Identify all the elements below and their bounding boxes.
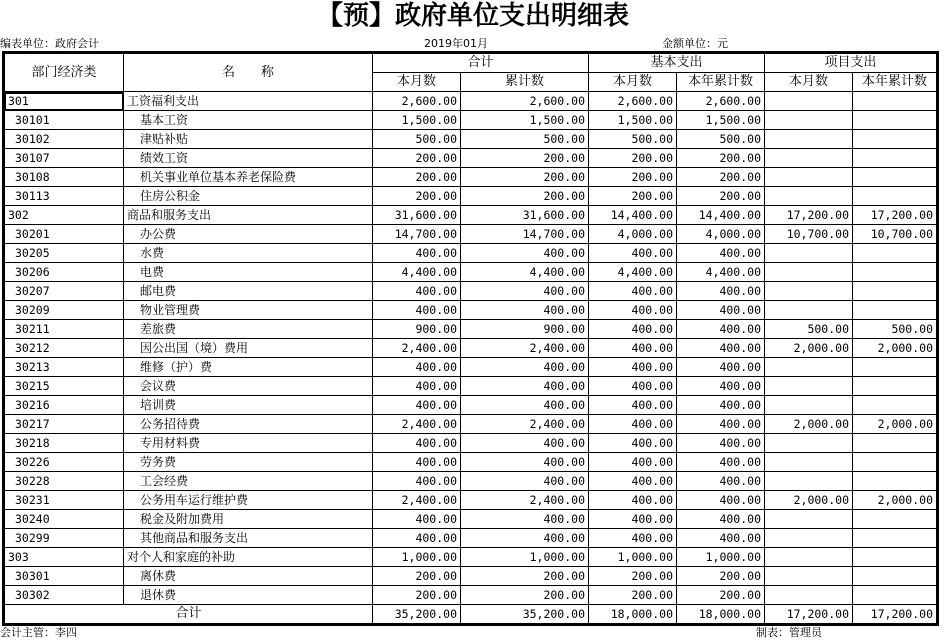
category-code-cell[interactable]: 30206	[4, 263, 124, 282]
table-row	[4, 168, 938, 187]
cell-project-year[interactable]	[853, 510, 938, 529]
item-name-cell[interactable]: 公务招待费	[124, 415, 373, 434]
cell-project-month[interactable]	[765, 244, 853, 263]
cell-basic-month[interactable]: 200.00	[589, 149, 677, 168]
cell-total-cumulative[interactable]: 1,500.00	[461, 111, 589, 130]
total-cell[interactable]: 18,000.00	[677, 605, 765, 625]
category-code-cell[interactable]: 30205	[4, 244, 124, 263]
cell-basic-year[interactable]: 200.00	[677, 168, 765, 187]
category-code-cell[interactable]: 302	[4, 206, 124, 225]
cell-basic-month[interactable]: 500.00	[589, 130, 677, 149]
cell-project-year[interactable]: 10,700.00	[853, 225, 938, 244]
cell-basic-year[interactable]: 400.00	[677, 358, 765, 377]
cell-basic-month[interactable]: 400.00	[589, 453, 677, 472]
table-row	[4, 396, 938, 415]
cell-basic-month[interactable]: 400.00	[589, 282, 677, 301]
table-row	[4, 92, 938, 111]
cell-basic-month[interactable]: 400.00	[589, 529, 677, 548]
category-code-cell[interactable]: 30226	[4, 453, 124, 472]
item-name-cell[interactable]: 其他商品和服务支出	[124, 529, 373, 548]
item-name-cell[interactable]: 税金及附加费用	[124, 510, 373, 529]
category-code-cell[interactable]: 30102	[4, 130, 124, 149]
cell-project-month[interactable]	[765, 453, 853, 472]
table-row	[4, 491, 938, 510]
cell-total-month[interactable]: 200.00	[373, 168, 461, 187]
item-name-cell[interactable]: 津贴补贴	[124, 130, 373, 149]
cell-basic-month[interactable]: 400.00	[589, 434, 677, 453]
cell-total-cumulative[interactable]: 400.00	[461, 529, 589, 548]
cell-basic-year[interactable]: 400.00	[677, 434, 765, 453]
cell-project-year[interactable]: 17,200.00	[853, 206, 938, 225]
cell-project-year[interactable]	[853, 586, 938, 605]
cell-total-cumulative[interactable]: 200.00	[461, 567, 589, 586]
category-code-cell[interactable]: 30113	[4, 187, 124, 206]
cell-total-month[interactable]: 4,400.00	[373, 263, 461, 282]
cell-total-cumulative[interactable]: 2,400.00	[461, 339, 589, 358]
cell-total-cumulative[interactable]: 200.00	[461, 187, 589, 206]
cell-basic-year[interactable]: 2,600.00	[677, 92, 765, 111]
category-code-cell[interactable]: 30213	[4, 358, 124, 377]
cell-total-month[interactable]: 500.00	[373, 130, 461, 149]
item-name-cell[interactable]: 工会经费	[124, 472, 373, 491]
cell-basic-year[interactable]: 400.00	[677, 491, 765, 510]
cell-basic-year[interactable]: 200.00	[677, 567, 765, 586]
table-row	[4, 453, 938, 472]
cell-total-month[interactable]: 400.00	[373, 244, 461, 263]
cell-basic-year[interactable]: 400.00	[677, 396, 765, 415]
cell-project-month[interactable]	[765, 529, 853, 548]
item-name-cell[interactable]: 住房公积金	[124, 187, 373, 206]
cell-project-month[interactable]: 10,700.00	[765, 225, 853, 244]
report-title: 【预】政府单位支出明细表	[316, 1, 629, 31]
cell-basic-month[interactable]: 14,400.00	[589, 206, 677, 225]
category-code-cell[interactable]: 30215	[4, 377, 124, 396]
cell-basic-year[interactable]: 4,000.00	[677, 225, 765, 244]
cell-total-month[interactable]: 1,000.00	[373, 548, 461, 567]
total-cell[interactable]: 35,200.00	[373, 605, 461, 625]
header-total-month: 本月数	[373, 73, 461, 92]
header-total: 合计	[373, 53, 589, 73]
header-category: 部门经济类	[4, 53, 124, 92]
total-cell[interactable]: 35,200.00	[461, 605, 589, 625]
header-basic: 基本支出	[589, 53, 765, 73]
cell-total-cumulative[interactable]: 2,600.00	[461, 92, 589, 111]
cell-project-month[interactable]: 2,000.00	[765, 339, 853, 358]
cell-basic-year[interactable]: 400.00	[677, 510, 765, 529]
cell-project-month[interactable]	[765, 187, 853, 206]
cell-total-cumulative[interactable]: 400.00	[461, 244, 589, 263]
cell-total-month[interactable]: 400.00	[373, 377, 461, 396]
cell-basic-year[interactable]: 4,400.00	[677, 263, 765, 282]
cell-basic-month[interactable]: 400.00	[589, 415, 677, 434]
cell-basic-month[interactable]: 400.00	[589, 301, 677, 320]
item-name-cell[interactable]: 离休费	[124, 567, 373, 586]
cell-basic-year[interactable]: 500.00	[677, 130, 765, 149]
cell-project-month[interactable]	[765, 377, 853, 396]
cell-basic-year[interactable]: 400.00	[677, 320, 765, 339]
item-name-cell[interactable]: 绩效工资	[124, 149, 373, 168]
cell-total-cumulative[interactable]: 200.00	[461, 149, 589, 168]
expenditure-table	[2, 51, 939, 626]
cell-basic-month[interactable]: 400.00	[589, 320, 677, 339]
cell-project-year[interactable]	[853, 396, 938, 415]
total-cell[interactable]: 18,000.00	[589, 605, 677, 625]
header-basic-month: 本月数	[589, 73, 677, 92]
cell-total-month[interactable]: 2,600.00	[373, 92, 461, 111]
item-name-cell[interactable]: 物业管理费	[124, 301, 373, 320]
total-label: 合计	[4, 605, 373, 625]
cell-project-month[interactable]	[765, 472, 853, 491]
category-code-cell[interactable]: 30302	[4, 586, 124, 605]
category-code-cell[interactable]: 30240	[4, 510, 124, 529]
item-name-cell[interactable]: 专用材料费	[124, 434, 373, 453]
cell-project-month[interactable]: 2,000.00	[765, 415, 853, 434]
cell-basic-year[interactable]: 400.00	[677, 282, 765, 301]
cell-total-month[interactable]: 400.00	[373, 510, 461, 529]
table-row	[4, 282, 938, 301]
prepared-by: 制表：管理员	[756, 626, 822, 639]
cell-total-cumulative[interactable]: 14,700.00	[461, 225, 589, 244]
category-code-cell[interactable]: 30211	[4, 320, 124, 339]
cell-total-cumulative[interactable]: 2,400.00	[461, 415, 589, 434]
cell-total-month[interactable]: 400.00	[373, 282, 461, 301]
item-name-cell[interactable]: 邮电费	[124, 282, 373, 301]
cell-basic-year[interactable]: 200.00	[677, 187, 765, 206]
cell-basic-month[interactable]: 4,000.00	[589, 225, 677, 244]
cell-total-cumulative[interactable]: 400.00	[461, 472, 589, 491]
cell-basic-year[interactable]: 400.00	[677, 529, 765, 548]
table-row	[4, 548, 938, 567]
header-project: 项目支出	[765, 53, 938, 73]
cell-basic-month[interactable]: 2,600.00	[589, 92, 677, 111]
table-row	[4, 244, 938, 263]
cell-basic-month[interactable]: 4,400.00	[589, 263, 677, 282]
cell-project-month[interactable]	[765, 92, 853, 111]
item-name-cell[interactable]: 差旅费	[124, 320, 373, 339]
item-name-cell[interactable]: 水费	[124, 244, 373, 263]
table-row	[4, 472, 938, 491]
table-row	[4, 263, 938, 282]
cell-project-year[interactable]	[853, 472, 938, 491]
cell-total-month[interactable]: 2,400.00	[373, 415, 461, 434]
cell-project-month[interactable]	[765, 130, 853, 149]
header-total-cumulative: 累计数	[461, 73, 589, 92]
cell-project-month[interactable]	[765, 548, 853, 567]
cell-project-year[interactable]	[853, 149, 938, 168]
cell-basic-month[interactable]: 400.00	[589, 377, 677, 396]
cell-total-cumulative[interactable]: 400.00	[461, 434, 589, 453]
table-row	[4, 434, 938, 453]
header-project-month: 本月数	[765, 73, 853, 92]
cell-project-year[interactable]	[853, 548, 938, 567]
cell-basic-year[interactable]: 400.00	[677, 453, 765, 472]
currency-unit: 金额单位：元	[662, 37, 728, 50]
cell-total-cumulative[interactable]: 400.00	[461, 358, 589, 377]
cell-basic-year[interactable]: 14,400.00	[677, 206, 765, 225]
cell-project-year[interactable]	[853, 111, 938, 130]
cell-total-cumulative[interactable]: 400.00	[461, 396, 589, 415]
cell-project-year[interactable]	[853, 244, 938, 263]
cell-project-month[interactable]	[765, 282, 853, 301]
category-code-cell[interactable]: 301	[4, 92, 124, 111]
cell-basic-year[interactable]: 200.00	[677, 586, 765, 605]
item-name-cell[interactable]: 维修（护）费	[124, 358, 373, 377]
cell-basic-month[interactable]: 1,000.00	[589, 548, 677, 567]
table-row	[4, 358, 938, 377]
table-row	[4, 225, 938, 244]
category-code-cell[interactable]: 30108	[4, 168, 124, 187]
cell-total-month[interactable]: 1,500.00	[373, 111, 461, 130]
cell-total-cumulative[interactable]: 1,000.00	[461, 548, 589, 567]
cell-total-month[interactable]: 400.00	[373, 396, 461, 415]
cell-project-month[interactable]: 500.00	[765, 320, 853, 339]
category-code-cell[interactable]: 30216	[4, 396, 124, 415]
category-code-cell[interactable]: 30209	[4, 301, 124, 320]
total-row	[4, 605, 938, 625]
cell-basic-month[interactable]: 1,500.00	[589, 111, 677, 130]
cell-total-month[interactable]: 200.00	[373, 187, 461, 206]
cell-basic-month[interactable]: 400.00	[589, 358, 677, 377]
cell-total-month[interactable]: 400.00	[373, 529, 461, 548]
cell-total-cumulative[interactable]: 500.00	[461, 130, 589, 149]
cell-project-month[interactable]	[765, 510, 853, 529]
cell-basic-year[interactable]: 1,500.00	[677, 111, 765, 130]
category-code-cell[interactable]: 30107	[4, 149, 124, 168]
category-code-cell[interactable]: 30231	[4, 491, 124, 510]
item-name-cell[interactable]: 因公出国（境）费用	[124, 339, 373, 358]
item-name-cell[interactable]: 机关事业单位基本养老保险费	[124, 168, 373, 187]
category-code-cell[interactable]: 303	[4, 548, 124, 567]
total-cell[interactable]: 17,200.00	[765, 605, 853, 625]
cell-basic-month[interactable]: 400.00	[589, 491, 677, 510]
table-row	[4, 377, 938, 396]
table-row	[4, 301, 938, 320]
cell-project-year[interactable]	[853, 187, 938, 206]
cell-basic-month[interactable]: 400.00	[589, 244, 677, 263]
cell-total-cumulative[interactable]: 400.00	[461, 301, 589, 320]
cell-basic-year[interactable]: 200.00	[677, 149, 765, 168]
cell-total-cumulative[interactable]: 2,400.00	[461, 491, 589, 510]
cell-basic-month[interactable]: 200.00	[589, 187, 677, 206]
item-name-cell[interactable]: 工资福利支出	[124, 92, 373, 111]
report-period: 2019年01月	[424, 37, 488, 50]
cell-total-month[interactable]: 2,400.00	[373, 339, 461, 358]
cell-project-year[interactable]	[853, 168, 938, 187]
cell-project-year[interactable]: 500.00	[853, 320, 938, 339]
cell-total-month[interactable]: 200.00	[373, 149, 461, 168]
table-row	[4, 320, 938, 339]
cell-project-year[interactable]	[853, 529, 938, 548]
item-name-cell[interactable]: 公务用车运行维护费	[124, 491, 373, 510]
cell-total-cumulative[interactable]: 4,400.00	[461, 263, 589, 282]
cell-basic-month[interactable]: 400.00	[589, 396, 677, 415]
cell-basic-month[interactable]: 400.00	[589, 472, 677, 491]
cell-total-month[interactable]: 400.00	[373, 358, 461, 377]
cell-project-year[interactable]	[853, 282, 938, 301]
category-code-cell[interactable]: 30101	[4, 111, 124, 130]
accounting-supervisor: 会计主管：李四	[0, 626, 77, 639]
cell-basic-month[interactable]: 400.00	[589, 339, 677, 358]
cell-project-year[interactable]	[853, 301, 938, 320]
cell-total-cumulative[interactable]: 31,600.00	[461, 206, 589, 225]
cell-basic-year[interactable]: 400.00	[677, 415, 765, 434]
category-code-cell[interactable]: 30207	[4, 282, 124, 301]
cell-basic-month[interactable]: 200.00	[589, 567, 677, 586]
cell-project-year[interactable]	[853, 453, 938, 472]
table-row	[4, 415, 938, 434]
cell-basic-year[interactable]: 400.00	[677, 377, 765, 396]
cell-total-month[interactable]: 400.00	[373, 453, 461, 472]
item-name-cell[interactable]: 商品和服务支出	[124, 206, 373, 225]
item-name-cell[interactable]: 电费	[124, 263, 373, 282]
table-row	[4, 510, 938, 529]
cell-project-year[interactable]	[853, 567, 938, 586]
cell-project-year[interactable]	[853, 377, 938, 396]
cell-total-cumulative[interactable]: 400.00	[461, 377, 589, 396]
cell-project-year[interactable]	[853, 92, 938, 111]
cell-total-month[interactable]: 400.00	[373, 472, 461, 491]
cell-project-year[interactable]: 2,000.00	[853, 339, 938, 358]
item-name-cell[interactable]: 劳务费	[124, 453, 373, 472]
cell-project-month[interactable]	[765, 358, 853, 377]
cell-total-cumulative[interactable]: 400.00	[461, 453, 589, 472]
table-row	[4, 339, 938, 358]
cell-project-month[interactable]	[765, 567, 853, 586]
category-code-cell[interactable]: 30228	[4, 472, 124, 491]
category-code-cell[interactable]: 30299	[4, 529, 124, 548]
cell-project-month[interactable]	[765, 263, 853, 282]
cell-basic-year[interactable]: 1,000.00	[677, 548, 765, 567]
cell-basic-year[interactable]: 400.00	[677, 301, 765, 320]
cell-basic-year[interactable]: 400.00	[677, 244, 765, 263]
cell-project-month[interactable]	[765, 111, 853, 130]
table-row	[4, 130, 938, 149]
cell-basic-year[interactable]: 400.00	[677, 472, 765, 491]
category-code-cell[interactable]: 30218	[4, 434, 124, 453]
cell-project-year[interactable]	[853, 130, 938, 149]
cell-project-year[interactable]	[853, 358, 938, 377]
item-name-cell[interactable]: 会议费	[124, 377, 373, 396]
cell-project-year[interactable]	[853, 434, 938, 453]
cell-project-month[interactable]: 2,000.00	[765, 491, 853, 510]
total-cell[interactable]: 17,200.00	[853, 605, 938, 625]
cell-total-month[interactable]: 200.00	[373, 567, 461, 586]
cell-project-month[interactable]	[765, 434, 853, 453]
item-name-cell[interactable]: 退休费	[124, 586, 373, 605]
category-code-cell[interactable]: 30201	[4, 225, 124, 244]
cell-total-cumulative[interactable]: 400.00	[461, 510, 589, 529]
reporting-unit: 编表单位：政府会计	[0, 37, 99, 50]
cell-total-month[interactable]: 14,700.00	[373, 225, 461, 244]
cell-project-year[interactable]	[853, 263, 938, 282]
cell-project-month[interactable]	[765, 301, 853, 320]
category-code-cell[interactable]: 30301	[4, 567, 124, 586]
table-row	[4, 206, 938, 225]
table-row	[4, 586, 938, 605]
cell-total-month[interactable]: 900.00	[373, 320, 461, 339]
item-name-cell[interactable]: 培训费	[124, 396, 373, 415]
cell-total-month[interactable]: 31,600.00	[373, 206, 461, 225]
cell-basic-month[interactable]: 200.00	[589, 586, 677, 605]
table-row	[4, 111, 938, 130]
cell-total-month[interactable]: 2,400.00	[373, 491, 461, 510]
cell-total-month[interactable]: 400.00	[373, 301, 461, 320]
cell-basic-month[interactable]: 200.00	[589, 168, 677, 187]
table-row	[4, 187, 938, 206]
table-row	[4, 567, 938, 586]
cell-total-cumulative[interactable]: 900.00	[461, 320, 589, 339]
cell-total-cumulative[interactable]: 200.00	[461, 168, 589, 187]
cell-basic-month[interactable]: 400.00	[589, 510, 677, 529]
cell-project-month[interactable]	[765, 168, 853, 187]
cell-project-month[interactable]	[765, 396, 853, 415]
item-name-cell[interactable]: 办公费	[124, 225, 373, 244]
cell-basic-year[interactable]: 400.00	[677, 339, 765, 358]
item-name-cell[interactable]: 基本工资	[124, 111, 373, 130]
table-row	[4, 149, 938, 168]
header-basic-year: 本年累计数	[677, 73, 765, 92]
cell-project-year[interactable]: 2,000.00	[853, 491, 938, 510]
cell-total-cumulative[interactable]: 200.00	[461, 586, 589, 605]
category-code-cell[interactable]: 30217	[4, 415, 124, 434]
table-row	[4, 529, 938, 548]
cell-total-cumulative[interactable]: 400.00	[461, 282, 589, 301]
cell-total-month[interactable]: 200.00	[373, 586, 461, 605]
cell-project-month[interactable]: 17,200.00	[765, 206, 853, 225]
header-name: 名 称	[124, 53, 373, 92]
cell-project-year[interactable]: 2,000.00	[853, 415, 938, 434]
header-project-year: 本年累计数	[853, 73, 938, 92]
cell-total-month[interactable]: 400.00	[373, 434, 461, 453]
item-name-cell[interactable]: 对个人和家庭的补助	[124, 548, 373, 567]
cell-project-month[interactable]	[765, 149, 853, 168]
category-code-cell[interactable]: 30212	[4, 339, 124, 358]
cell-project-month[interactable]	[765, 586, 853, 605]
